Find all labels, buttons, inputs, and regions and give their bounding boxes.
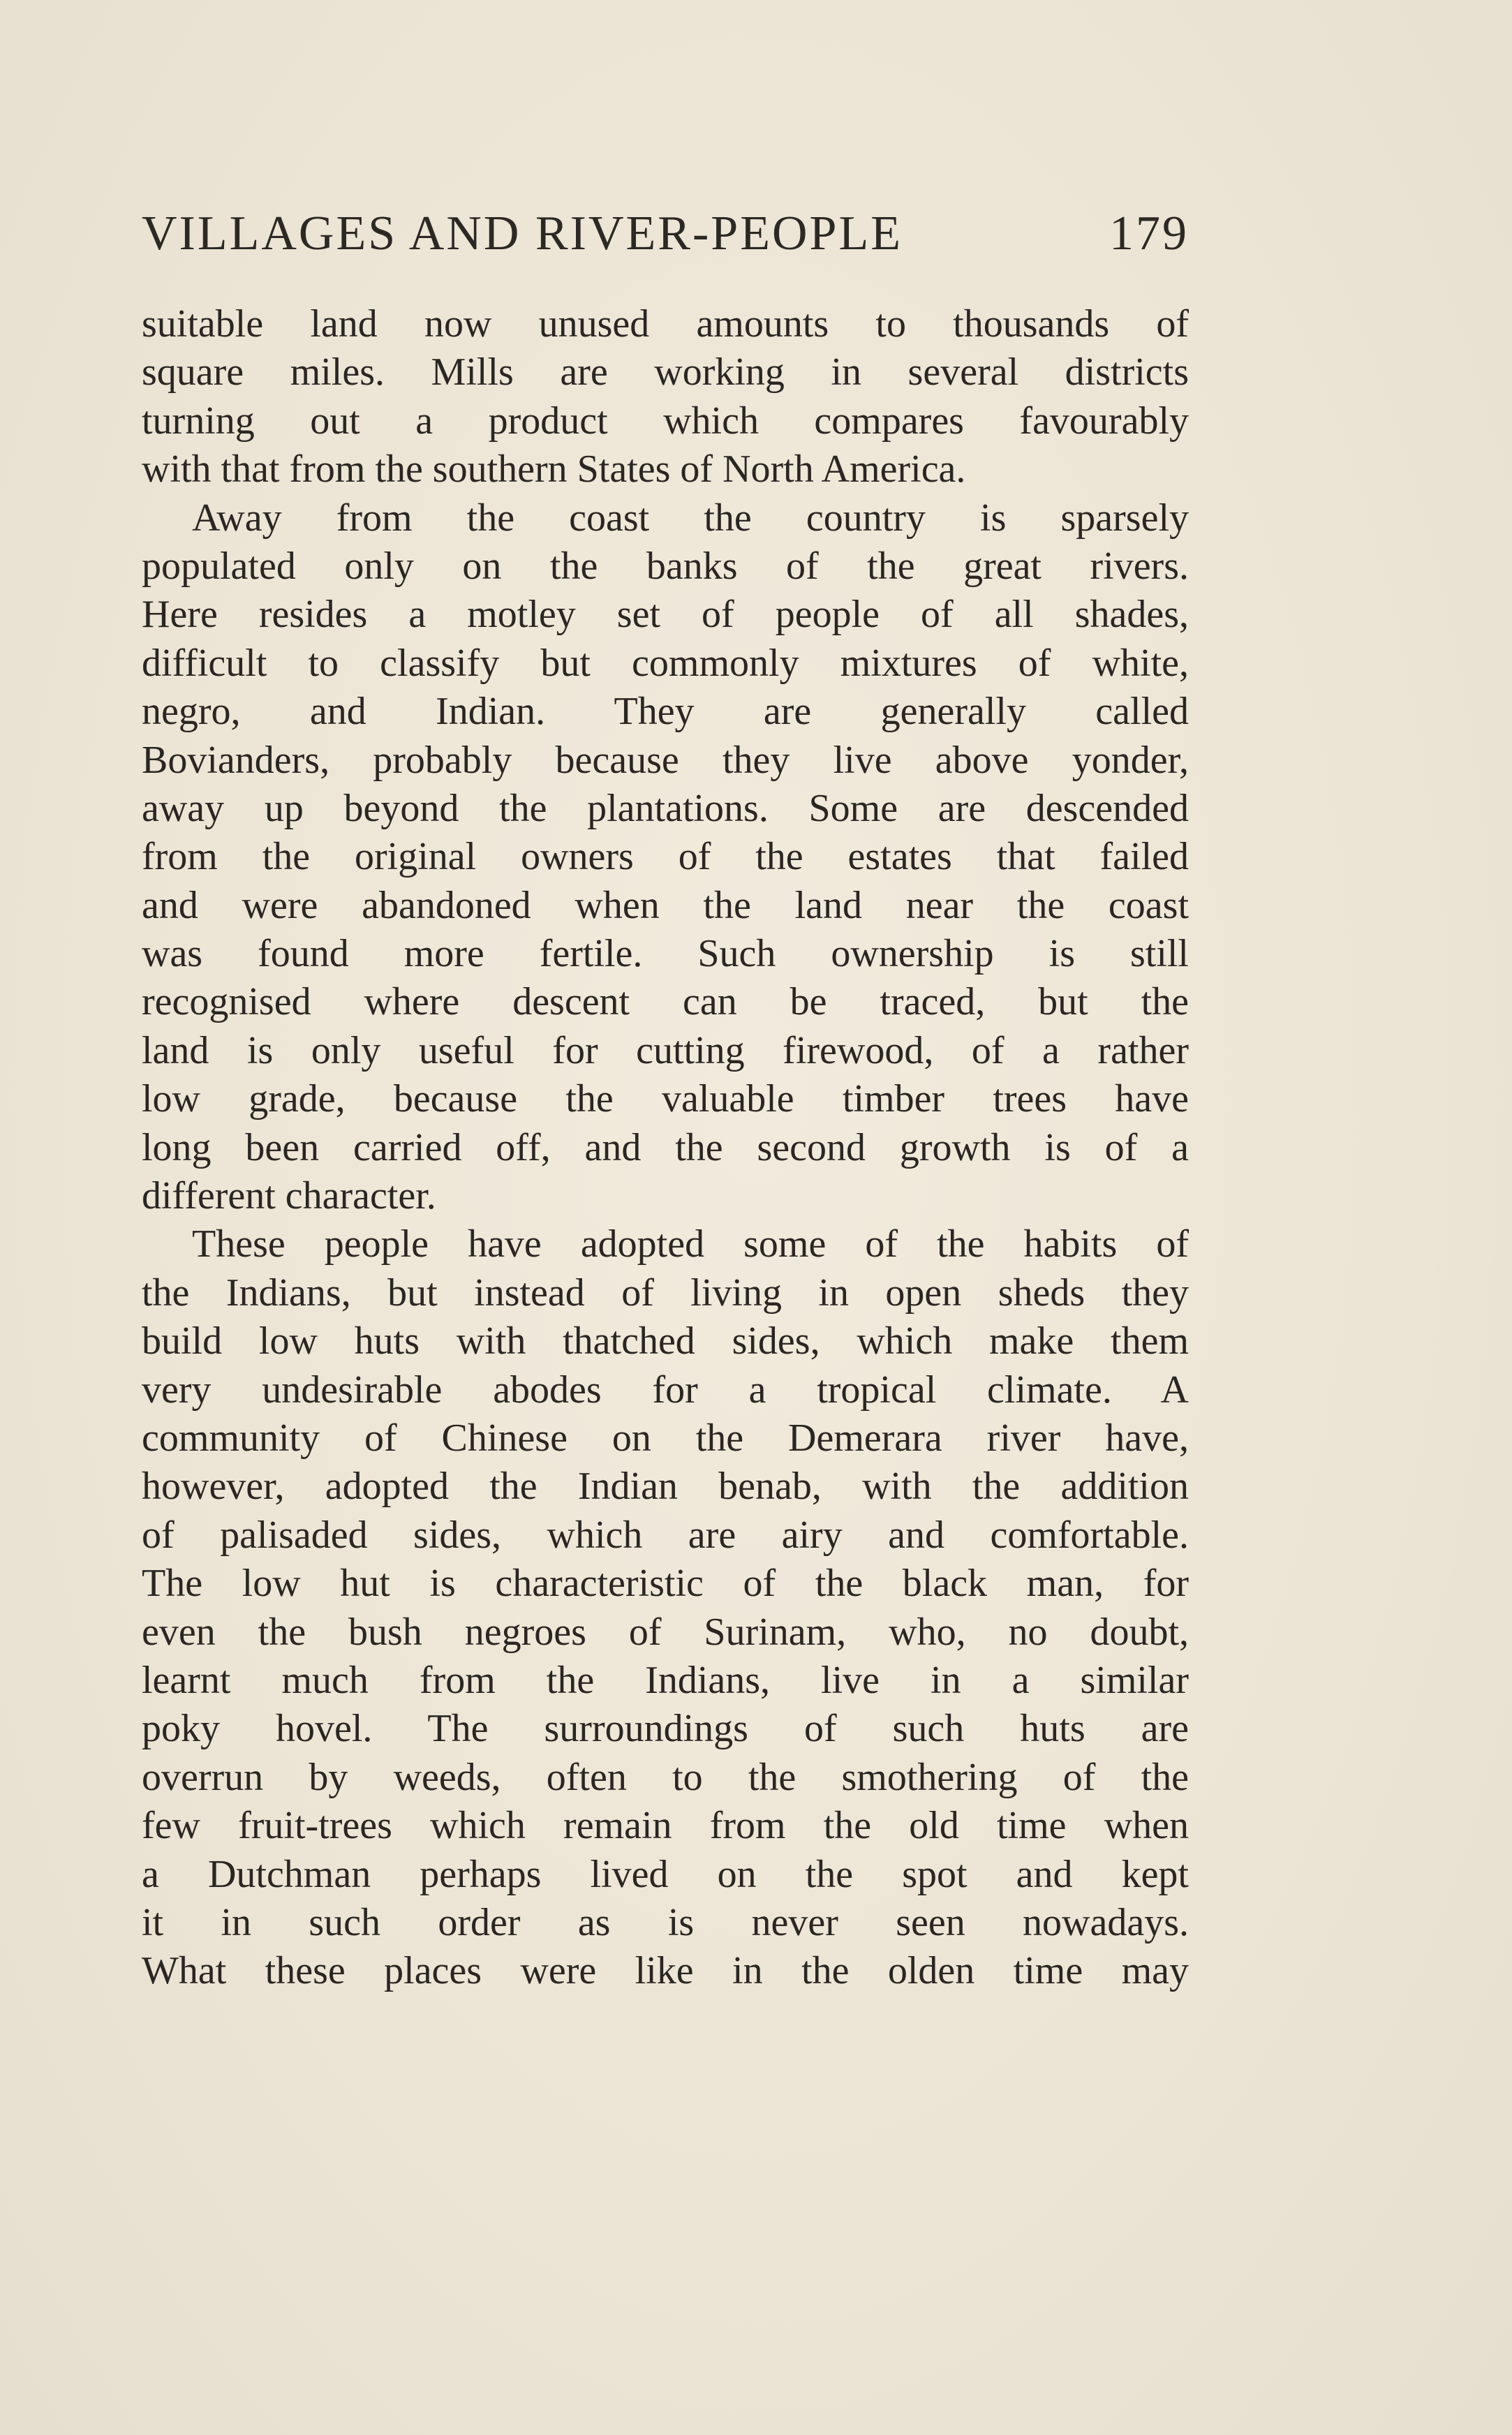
text-line: was found more fertile. Such ownership is still — [142, 932, 1189, 976]
page-number: 179 — [1109, 207, 1189, 260]
text-line: with that from the southern States of North America. — [142, 447, 966, 491]
running-title: VILLAGES AND RIVER-PEOPLE — [142, 207, 903, 260]
text-line: a Dutchman perhaps lived on the spot and kept — [142, 1852, 1189, 1896]
text-line: even the bush negroes of Surinam, who, no doubt, — [142, 1610, 1189, 1654]
text-line: the Indians, but instead of living in open sheds they — [142, 1271, 1189, 1315]
text-line: square miles. Mills are working in several districts — [142, 350, 1189, 394]
text-line: The low hut is characteristic of the black man, for — [142, 1562, 1189, 1606]
text-line: suitable land now unused amounts to thousands of — [142, 302, 1189, 346]
text-line: few fruit-trees which remain from the old time when — [142, 1804, 1189, 1848]
text-line: overrun by weeds, often to the smothering of the — [142, 1755, 1189, 1799]
text-line: What these places were like in the olden time may — [142, 1949, 1189, 1993]
text-line: of palisaded sides, which are airy and comfortable. — [142, 1513, 1189, 1557]
text-line: different character. — [142, 1174, 436, 1218]
text-line: low grade, because the valuable timber trees have — [142, 1077, 1189, 1121]
text-line: Bovianders, probably because they live above yonder, — [142, 738, 1189, 782]
text-line: long been carried off, and the second growth is of a — [142, 1125, 1189, 1169]
text-line: community of Chinese on the Demerara river have, — [142, 1416, 1189, 1460]
text-line: poky hovel. The surroundings of such huts are — [142, 1707, 1189, 1751]
text-line: recognised where descent can be traced, but the — [142, 980, 1189, 1024]
text-line: build low huts with thatched sides, which make them — [142, 1319, 1189, 1363]
paragraph-start-line: Away from the coast the country is sparsely — [192, 496, 1189, 540]
text-line: very undesirable abodes for a tropical climate. A — [142, 1368, 1189, 1412]
text-line: turning out a product which compares favourably — [142, 399, 1189, 443]
text-line: away up beyond the plantations. Some are descended — [142, 786, 1189, 830]
text-line: land is only useful for cutting firewood, of a rather — [142, 1028, 1189, 1072]
text-line: learnt much from the Indians, live in a similar — [142, 1658, 1189, 1702]
text-line: negro, and Indian. They are generally called — [142, 690, 1189, 734]
text-line: it in such order as is never seen nowadays. — [142, 1900, 1189, 1944]
text-line: difficult to classify but commonly mixtures of white, — [142, 641, 1189, 685]
text-line: populated only on the banks of the great rivers. — [142, 544, 1189, 588]
text-line: and were abandoned when the land near the coast — [142, 883, 1189, 927]
text-line: however, adopted the Indian benab, with the addition — [142, 1465, 1189, 1509]
paragraph-start-line: These people have adopted some of the habits of — [192, 1222, 1189, 1266]
running-header — [142, 206, 1189, 269]
text-line: from the original owners of the estates that failed — [142, 835, 1189, 879]
body-text — [142, 300, 1189, 1996]
text-line: Here resides a motley set of people of all shades, — [142, 593, 1189, 637]
